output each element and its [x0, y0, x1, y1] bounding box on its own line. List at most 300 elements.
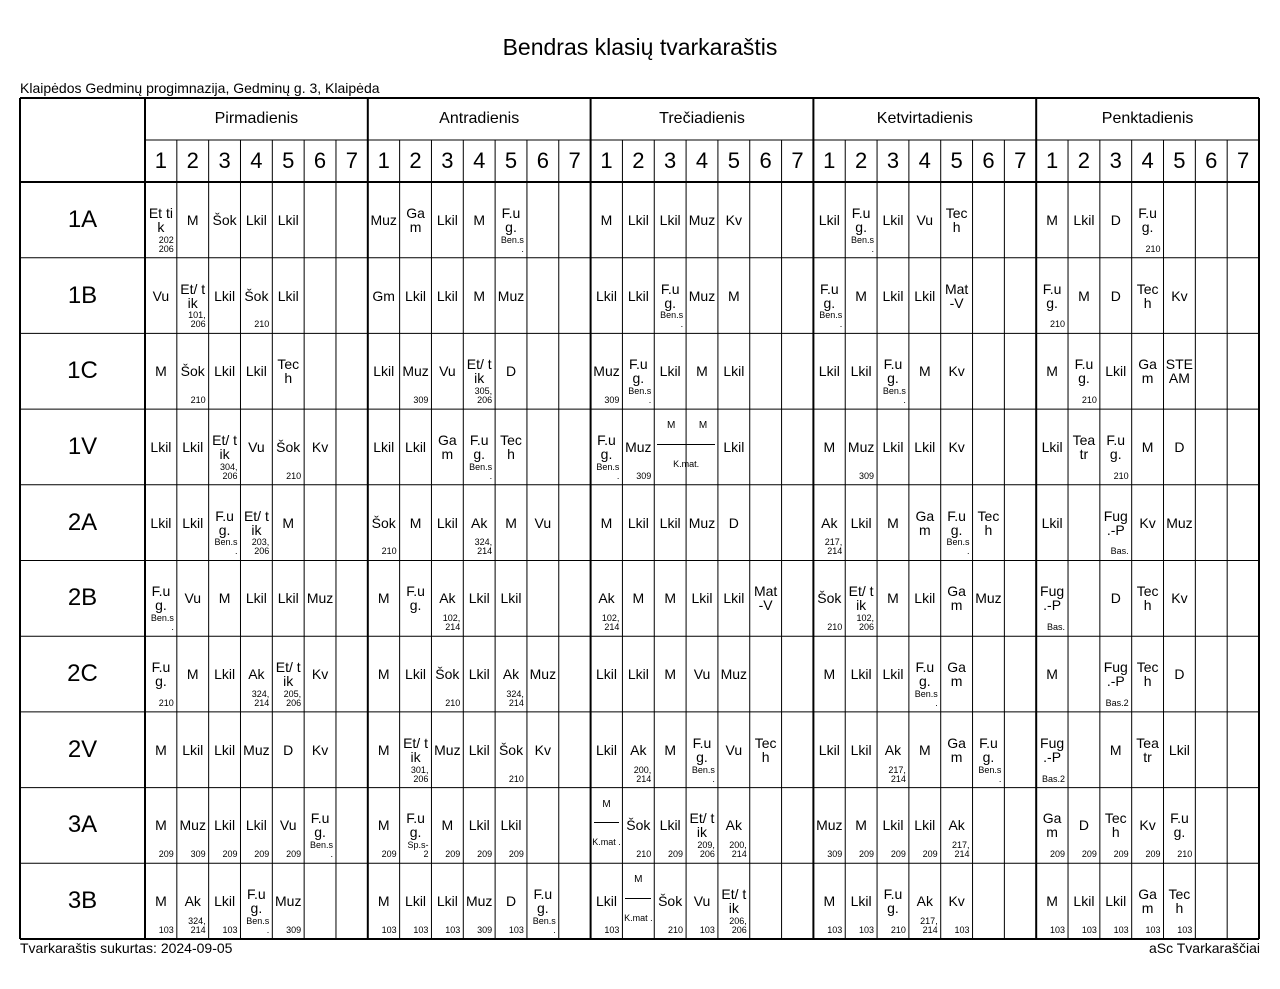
room: 217, 214	[824, 537, 843, 557]
lesson-cell	[814, 637, 844, 711]
lesson-cell	[1165, 713, 1195, 787]
subject: M	[1141, 438, 1154, 455]
period-number: 6	[1205, 148, 1218, 173]
room: 103	[859, 924, 875, 935]
period-number: 1	[600, 148, 613, 173]
lesson-cell	[401, 183, 431, 257]
lesson-cell	[942, 562, 972, 636]
subject: Lkil	[373, 363, 395, 380]
lesson-cell	[719, 789, 749, 863]
lesson-cell	[496, 334, 526, 408]
lesson-cell	[655, 789, 685, 863]
subject: M	[600, 514, 613, 531]
subject: M	[377, 893, 390, 910]
lesson-cell	[846, 562, 876, 636]
group-subject: K.mat .	[624, 913, 653, 924]
lesson-cell	[401, 713, 431, 787]
subject: Vu	[184, 590, 202, 607]
lesson-cell	[592, 410, 622, 484]
room: 210	[1113, 470, 1129, 481]
subject: M	[1046, 666, 1058, 683]
subject: Lkil	[1168, 741, 1190, 758]
lesson-cell	[1165, 259, 1195, 333]
subject: Lkil	[182, 438, 204, 455]
subject: D	[283, 741, 294, 758]
room: 103	[827, 924, 843, 935]
lesson-cell	[146, 789, 176, 863]
lesson-cell	[592, 486, 622, 560]
period-number: 2	[186, 148, 199, 173]
class-name: 2B	[67, 584, 98, 612]
lesson-cell	[942, 789, 972, 863]
group-divider	[657, 444, 715, 445]
subject: Lkil	[850, 363, 872, 380]
subject: D	[1174, 666, 1185, 683]
lesson-cell	[273, 864, 303, 938]
subject: Kv	[311, 741, 329, 758]
lesson-cell	[623, 486, 653, 560]
lesson-cell	[1101, 637, 1131, 711]
lesson-cell	[401, 864, 431, 938]
lesson-cell	[719, 713, 749, 787]
subject: M	[918, 363, 931, 380]
room: 209	[158, 849, 174, 860]
subject: Lkil	[182, 514, 204, 531]
period-number: 5	[282, 148, 295, 173]
subject: Mat -V	[753, 583, 778, 614]
period-number: 5	[727, 148, 740, 173]
lesson-cell	[1037, 713, 1067, 787]
class-name: 2C	[67, 660, 98, 688]
lesson-cell	[432, 713, 462, 787]
period-number: 1	[823, 148, 836, 173]
subject: Lkil	[405, 438, 427, 455]
subject: Muz	[402, 363, 429, 380]
room: 309	[604, 395, 620, 406]
lesson-cell	[241, 864, 271, 938]
subject: F.u g.	[628, 356, 648, 387]
subject: Lkil	[850, 514, 872, 531]
lesson-cell	[210, 789, 240, 863]
lesson-cell	[178, 864, 208, 938]
room: 309	[190, 849, 206, 860]
lesson-cell	[496, 259, 526, 333]
subject: Lkil	[882, 211, 904, 228]
lesson-cell	[401, 334, 431, 408]
room: 102, 214	[601, 613, 620, 633]
lesson-cell	[1101, 789, 1131, 863]
subject: Šok	[180, 363, 205, 380]
subject: M	[600, 211, 613, 228]
subject: Vu	[534, 514, 552, 531]
subject: Lkil	[914, 438, 936, 455]
room: Ben.s .	[628, 386, 652, 406]
period-number: 5	[504, 148, 518, 173]
subject: Muz	[370, 211, 397, 228]
subject: Šok	[435, 666, 460, 683]
subject: Muz	[497, 287, 525, 304]
subject: Lkil	[214, 817, 236, 834]
room: 103	[413, 924, 429, 935]
subject: Šok	[212, 211, 237, 228]
lesson-cell	[210, 259, 240, 333]
day-header: Penktadienis	[1101, 110, 1194, 127]
lesson-cell	[1165, 864, 1195, 938]
subject: Lkil	[214, 741, 236, 758]
room: 324, 214	[506, 688, 524, 708]
subject: Lkil	[882, 287, 904, 304]
lesson-cell	[464, 713, 494, 787]
room: 209	[1113, 849, 1129, 860]
subject: Lkil	[659, 817, 681, 834]
lesson-cell	[210, 713, 240, 787]
lesson-cell	[942, 410, 972, 484]
lesson-cell	[401, 486, 431, 560]
subject: M	[186, 666, 199, 683]
subject: Lkil	[500, 590, 522, 607]
room: 309	[286, 924, 302, 935]
room: 209	[1049, 849, 1066, 860]
room: 305, 206	[474, 386, 493, 406]
subject: Fug .-P	[1040, 583, 1065, 614]
subject: Kv	[311, 438, 329, 455]
lesson-cell	[241, 259, 271, 333]
subject: F.u g.	[151, 659, 171, 690]
subject: Et/ tik	[180, 280, 206, 311]
period-number: 6	[313, 148, 327, 173]
subject: M	[1046, 211, 1058, 228]
lesson-cell	[1133, 259, 1163, 333]
group-subject: M	[666, 420, 676, 432]
room: 209	[1081, 849, 1097, 860]
lesson-cell	[464, 789, 494, 863]
room: 103	[158, 924, 174, 935]
lesson-cell	[655, 334, 685, 408]
lesson-cell	[464, 183, 494, 257]
subject: D	[1110, 211, 1121, 228]
subject: Vu	[693, 666, 711, 683]
class-name: 1V	[67, 432, 98, 460]
room: 324, 214	[474, 537, 493, 557]
subject: Ak	[471, 514, 488, 531]
group-subject: K.mat .	[592, 837, 621, 848]
lesson-cell	[1165, 562, 1195, 636]
subject: Lkil	[723, 590, 745, 607]
subject: Kv	[725, 211, 742, 228]
lesson-cell	[241, 410, 271, 484]
lesson-cell	[878, 410, 908, 484]
subject: Lkil	[468, 817, 490, 834]
subject: Lkil	[277, 287, 299, 304]
lesson-cell	[464, 637, 494, 711]
subject: Šok	[244, 287, 269, 304]
room: Bas.2	[1042, 773, 1066, 784]
room: Ben.s .	[214, 537, 238, 557]
subject: Lkil	[214, 287, 236, 304]
lesson-cell	[910, 864, 940, 938]
room: 210	[286, 470, 302, 481]
subject: D	[1078, 817, 1089, 834]
lesson-cell	[1101, 713, 1131, 787]
class-name: 2V	[67, 735, 98, 763]
subject: M	[155, 893, 167, 910]
room: 101, 206	[188, 310, 206, 330]
subject: Ga m	[438, 431, 457, 462]
lesson-cell	[974, 562, 1004, 636]
subject: Kv	[311, 666, 329, 683]
lesson-cell	[146, 864, 176, 938]
lesson-cell	[401, 637, 431, 711]
lesson-cell	[146, 259, 176, 333]
room: 324, 214	[251, 688, 270, 708]
subject: Muz	[688, 287, 716, 304]
room: 103	[1113, 924, 1129, 935]
class-name: 2A	[67, 508, 98, 536]
subject: F.u g.	[1042, 280, 1062, 311]
subject: Kv	[1139, 514, 1156, 531]
subject: Muz	[593, 363, 620, 380]
subject: Lkil	[659, 514, 681, 531]
lesson-cell	[878, 183, 908, 257]
subject: F.u g.	[501, 204, 521, 235]
room: 217, 214	[952, 840, 970, 860]
subject: F.u g.	[1170, 810, 1189, 841]
room: 202 206	[158, 234, 174, 254]
room: 324, 214	[188, 915, 206, 935]
lesson-cell	[178, 637, 208, 711]
room: 209	[445, 849, 461, 860]
lesson-cell	[878, 334, 908, 408]
subject: M	[855, 817, 867, 834]
lesson-cell	[369, 562, 399, 636]
lesson-cell	[910, 410, 940, 484]
lesson-cell	[687, 637, 717, 711]
subject: M	[823, 666, 836, 683]
subject: STE AM	[1165, 356, 1194, 387]
room: 103	[222, 924, 238, 935]
lesson-cell	[623, 183, 653, 257]
lesson-cell	[1133, 334, 1163, 408]
room: 103	[381, 924, 397, 935]
room: 209	[508, 849, 524, 860]
lesson-cell	[401, 562, 431, 636]
subject: M	[186, 211, 199, 228]
lesson-cell	[910, 637, 940, 711]
subject: Lkil	[468, 741, 490, 758]
lesson-cell	[496, 183, 526, 257]
subject: Vu	[693, 893, 711, 910]
period-number: 3	[886, 148, 900, 173]
room: Bas.	[1110, 546, 1129, 557]
lesson-cell	[1133, 486, 1163, 560]
school-address: Klaipėdos Gedminų progimnazija, Gedminų g. 3, Klaipėda	[20, 80, 380, 96]
subject: Ga m	[947, 734, 966, 765]
subject: Kv	[1139, 817, 1156, 834]
lesson-cell	[210, 637, 240, 711]
subject: Ak	[439, 590, 456, 607]
room: 210	[1081, 395, 1097, 406]
lesson-cell	[146, 637, 176, 711]
subject: Kv	[534, 741, 552, 758]
subject: Lkil	[245, 363, 267, 380]
subject: Ga m	[406, 204, 425, 235]
lesson-cell	[432, 410, 462, 484]
subject: M	[377, 741, 390, 758]
room: 103	[954, 924, 970, 935]
lesson-cell	[241, 334, 271, 408]
day-header: Trečiadienis	[659, 110, 745, 127]
subject: Tec h	[945, 204, 968, 235]
subject: F.u g.	[597, 431, 616, 462]
room: 210	[636, 849, 652, 860]
subject: Kv	[1171, 590, 1188, 607]
subject: Lkil	[436, 514, 458, 531]
lesson-cell	[432, 259, 462, 333]
lesson-cell	[592, 334, 622, 408]
lesson-cell	[1133, 789, 1163, 863]
room: 103	[445, 924, 461, 935]
room: 210	[668, 924, 684, 935]
lesson-cell	[846, 864, 876, 938]
subject: M	[155, 741, 167, 758]
subject: Tec h	[500, 431, 522, 462]
subject: F.u g.	[692, 734, 712, 765]
room: 210	[1177, 849, 1193, 860]
period-number: 3	[664, 148, 677, 173]
subject: Lkil	[818, 741, 840, 758]
room: 309	[827, 849, 843, 860]
subject: M	[664, 666, 676, 683]
lesson-cell	[496, 713, 526, 787]
lesson-cell	[401, 259, 431, 333]
lesson-cell	[687, 486, 717, 560]
subject: Lkil	[596, 666, 618, 683]
room: 210	[890, 924, 906, 935]
subject: Ak	[725, 817, 742, 834]
lesson-cell	[623, 334, 653, 408]
lesson-cell	[623, 259, 653, 333]
lesson-cell	[592, 183, 622, 257]
lesson-cell	[464, 486, 494, 560]
lesson-cell	[910, 183, 940, 257]
room: 209	[381, 849, 397, 860]
day-header: Antradienis	[439, 110, 520, 127]
subject: M	[855, 287, 867, 304]
subject: Tec h	[1104, 810, 1127, 841]
room: Ben.s .	[500, 234, 524, 254]
subject: Muz	[816, 817, 843, 834]
lesson-cell	[178, 259, 208, 333]
lesson-cell	[814, 183, 844, 257]
lesson-cell	[210, 183, 240, 257]
subject: Et/ tik	[721, 886, 747, 917]
lesson-cell	[1069, 864, 1099, 938]
lesson-cell	[369, 183, 399, 257]
room: 103	[1177, 924, 1193, 935]
subject: Lkil	[818, 363, 840, 380]
subject: Fug .-P	[1103, 507, 1128, 538]
subject: Et/ tik	[275, 659, 301, 690]
subject: Lkil	[373, 438, 395, 455]
lesson-cell	[846, 259, 876, 333]
subject: Lkil	[468, 590, 490, 607]
subject: Et/ tik	[403, 734, 428, 765]
software-credit: aSc Tvarkaraščiai	[1148, 940, 1260, 956]
subject: M	[441, 817, 454, 834]
lesson-cell	[273, 562, 303, 636]
lesson-cell	[1101, 183, 1131, 257]
subject: Et/ tik	[212, 431, 238, 462]
lesson-cell	[719, 183, 749, 257]
subject: Lkil	[245, 817, 267, 834]
period-number: 7	[568, 148, 581, 173]
subject: M	[887, 590, 899, 607]
subject: F.u g.	[947, 507, 966, 538]
lesson-cell	[751, 562, 781, 636]
lesson-cell	[369, 410, 399, 484]
lesson-cell	[496, 410, 526, 484]
lesson-cell	[846, 334, 876, 408]
room: 209	[254, 849, 270, 860]
lesson-cell	[878, 713, 908, 787]
lesson-cell	[1101, 562, 1131, 636]
subject: Lkil	[723, 438, 745, 455]
subject: M	[409, 514, 422, 531]
subject: Tec h	[1136, 280, 1159, 311]
subject: F.u g.	[1106, 431, 1126, 462]
lesson-cell	[528, 637, 558, 711]
subject: Muz	[275, 893, 302, 910]
lesson-cell	[273, 713, 303, 787]
period-number: 2	[855, 148, 868, 173]
lesson-cell	[592, 713, 622, 787]
subject: F.u g.	[883, 356, 903, 387]
room: Bas.	[1047, 622, 1066, 633]
subject: F.u g.	[406, 810, 425, 841]
subject: M	[155, 817, 167, 834]
subject: Lkil	[405, 287, 427, 304]
room: 210	[190, 395, 206, 406]
subject: Kv	[948, 438, 965, 455]
subject: M	[1046, 363, 1058, 380]
subject: Muz	[179, 817, 206, 834]
lesson-cell	[178, 183, 208, 257]
day-header: Ketvirtadienis	[876, 110, 973, 127]
lesson-cell	[974, 713, 1004, 787]
subject: F.u g.	[979, 734, 998, 765]
subject: Lkil	[882, 666, 904, 683]
lesson-cell	[496, 562, 526, 636]
lesson-cell	[623, 410, 653, 484]
lesson-cell	[241, 562, 271, 636]
lesson-cell	[878, 789, 908, 863]
class-name: 1A	[67, 205, 98, 233]
subject: Ak	[184, 893, 201, 910]
lesson-cell	[846, 486, 876, 560]
room: 103	[508, 924, 524, 935]
subject: Šok	[498, 741, 524, 758]
subject: Lkil	[405, 666, 427, 683]
subject: Muz	[625, 438, 652, 455]
lesson-cell	[623, 864, 653, 938]
group-subject: K.mat.	[673, 458, 700, 469]
period-number: 2	[1077, 148, 1091, 173]
lesson-cell	[687, 713, 717, 787]
lesson-cell	[1069, 259, 1099, 333]
lesson-cell	[687, 864, 717, 938]
subject: Muz	[529, 666, 557, 683]
room: 209	[890, 849, 906, 860]
